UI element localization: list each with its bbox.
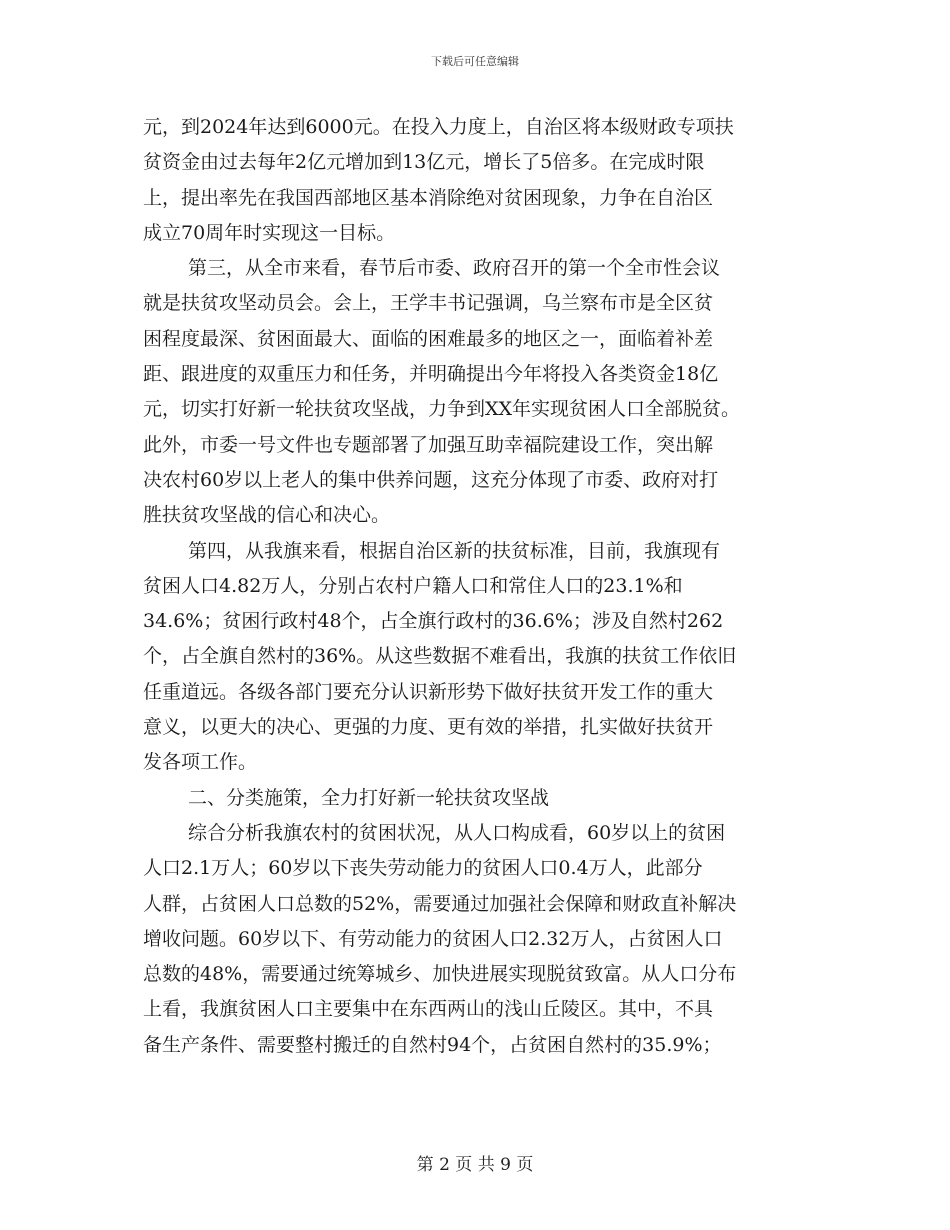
text-line: 元，到2024年达到6000元。在投入力度上，自治区将本级财政专项扶: [143, 116, 734, 138]
text-line: 贫资金由过去每年2亿元增加到13亿元，增长了5倍多。在完成时限: [143, 151, 705, 174]
paragraph-start-line: 第四，从我旗来看，根据自治区新的扶贫标准，目前，我旗现有: [188, 539, 721, 562]
text-line: 个，占全旗自然村的36%。从这些数据不难看出，我旗的扶贫工作依旧: [143, 645, 737, 668]
text-line: 备生产条件、需要整村搬迁的自然村94个，占贫困自然村的35.9%；: [143, 1033, 722, 1056]
section-heading: 二、分类施策，全力打好新一轮扶贫攻坚战: [188, 786, 550, 809]
text-line: 发各项工作。: [143, 751, 258, 774]
text-line: 34.6%；贫困行政村48个，占全旗行政村的36.6%；涉及自然村262: [143, 610, 724, 633]
text-line: 距、跟进度的双重压力和任务，并明确提出今年将投入各类资金18亿: [143, 363, 719, 386]
text-line: 此外，市委一号文件也专题部署了加强互助幸福院建设工作，突出解: [143, 433, 714, 456]
page-header-note: 下载后可任意编辑: [431, 55, 519, 68]
text-line: 困程度最深、贫困面最大、面临的困难最多的地区之一，面临着补差: [143, 327, 714, 350]
page-number-footer: 第 2 页 共 9 页: [416, 1155, 534, 1175]
text-line: 成立70周年时实现这一目标。: [143, 221, 396, 244]
text-line: 人群，占贫困人口总数的52%，需要通过加强社会保障和财政直补解决: [143, 892, 737, 915]
text-line: 上，提出率先在我国西部地区基本消除绝对贫困现象，力争在自治区: [143, 186, 714, 209]
text-line: 上看，我旗贫困人口主要集中在东西两山的浅山丘陵区。其中，不具: [143, 998, 714, 1021]
document-body: [143, 110, 813, 1063]
text-line: 任重道远。各级各部门要充分认识新形势下做好扶贫开发工作的重大: [143, 680, 714, 703]
text-line: 贫困人口4.82万人，分别占农村户籍人口和常住人口的23.1%和: [143, 574, 683, 597]
text-line: 胜扶贫攻坚战的信心和决心。: [143, 504, 391, 527]
text-line: 就是扶贫攻坚动员会。会上，王学丰书记强调，乌兰察布市是全区贫: [143, 292, 714, 315]
text-line: 总数的48%，需要通过统筹城乡、加快进展实现脱贫致富。从人口分布: [143, 963, 737, 986]
paragraph-start-line: 第三，从全市来看，春节后市委、政府召开的第一个全市性会议: [188, 257, 721, 280]
text-line: 决农村60岁以上老人的集中供养问题，这充分体现了市委、政府对打: [143, 468, 719, 491]
paragraph-start-line: 综合分析我旗农村的贫困状况，从人口构成看，60岁以上的贫困: [188, 821, 726, 844]
text-line: 人口2.1万人；60岁以下丧失劳动能力的贫困人口0.4万人，此部分: [143, 857, 703, 880]
text-line: 元，切实打好新一轮扶贫攻坚战，力争到XX年实现贫困人口全部脱贫。: [143, 398, 741, 421]
text-line: 增收问题。60岁以下、有劳动能力的贫困人口2.32万人，占贫困人口: [143, 927, 723, 950]
text-line: 意义，以更大的决心、更强的力度、更有效的举措，扎实做好扶贫开: [143, 716, 714, 739]
